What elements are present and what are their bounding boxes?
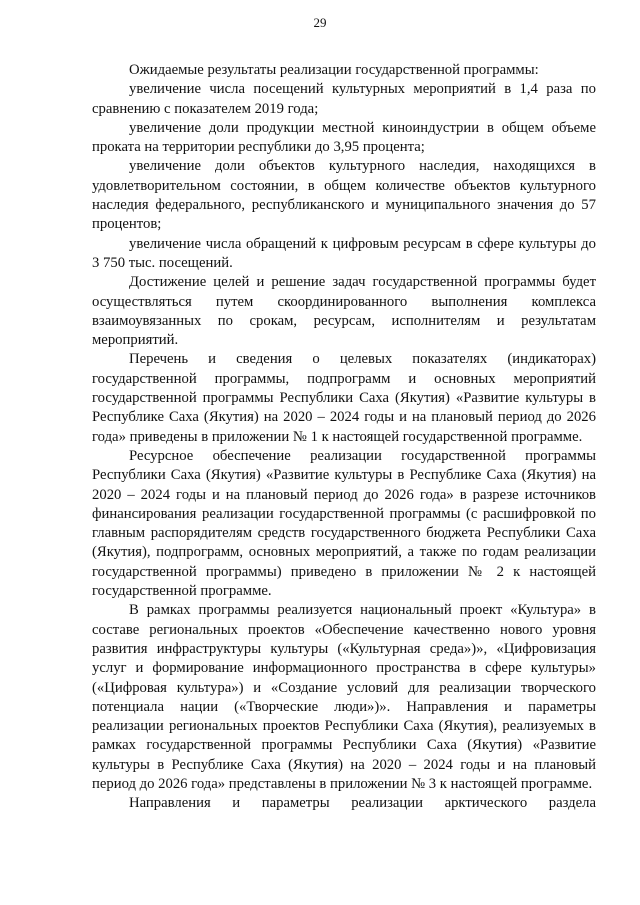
page-number: 29 (313, 15, 327, 30)
paragraph-resource-support: Ресурсное обеспечение реализации государственной программы Республики Саха (Якутия) «Развитие культуры в Республике Саха (Якутия) на 2020 – 2024 годы и на плановый период до 2026 года» в разрезе источников финансирования реализации государственной программы (с расшифровкой по главным распорядителям средств государственного бюджета Республики Саха (Якутия), подпрограмм, основных мероприятий, а также по годам реализации государственной программы) приведено в приложении № 2 к настоящей государственной программе. (92, 447, 596, 600)
paragraph-goals-achievement: Достижение целей и решение задач государственной программы будет осуществляться путем скоординированного выполнения комплекса взаимоувязанных по срокам, ресурсам, исполнителям и результатам мероприятий. (92, 274, 596, 349)
paragraph-result-visits: увеличение числа посещений культурных мероприятий в 1,4 раза по сравнению с показателем 2019 года; (92, 81, 596, 117)
paragraph-result-digital: увеличение числа обращений к цифровым ресурсам в сфере культуры до 3 750 тыс. посещений. (92, 235, 596, 271)
paragraph-expected-results-intro: Ожидаемые результаты реализации государственной программы: (129, 62, 539, 78)
paragraph-indicators-list: Перечень и сведения о целевых показателях (индикаторах) государственной программы, подпрограмм и основных мероприятий государственной программы Республики Саха (Якутия) «Развитие культуры в Республике Саха (Якутия) на 2020 – 2024 годы и на плановый период до 2026 года» приведены в приложении № 1 к настоящей государственной программе. (92, 351, 596, 445)
document-body (92, 61, 596, 814)
paragraph-national-project: В рамках программы реализуется национальный проект «Культура» в составе региональных проектов «Обеспечение качественно нового уровня развития инфраструктуры культуры («Культурная среда»)», «Цифровизация услуг и формирование информационного пространства в сфере культуры» («Цифровая культура») и «Создание условий для реализации творческого потенциала нации («Творческие люди»)». Направления и параметры реализации региональных проектов Республики Саха (Якутия), реализуемых в рамках государственной программы Республики Саха (Якутия) «Развитие культуры в Республике Саха (Якутия) на 2020 – 2024 годы и на плановый период до 2026 года» представлены в приложении № 3 к настоящей программе. (92, 602, 596, 792)
paragraph-result-film-industry: увеличение доли продукции местной киноиндустрии в общем объеме проката на территории республики до 3,95 процента; (92, 119, 596, 156)
paragraph-result-heritage: увеличение доли объектов культурного наследия, находящихся в удовлетворительном состоянии, в общем количестве объектов культурного наследия федерального, республиканского и муниципального значения до 57 процентов; (92, 158, 596, 233)
paragraph-arctic-section: Направления и параметры реализации арктического раздела (129, 795, 596, 812)
